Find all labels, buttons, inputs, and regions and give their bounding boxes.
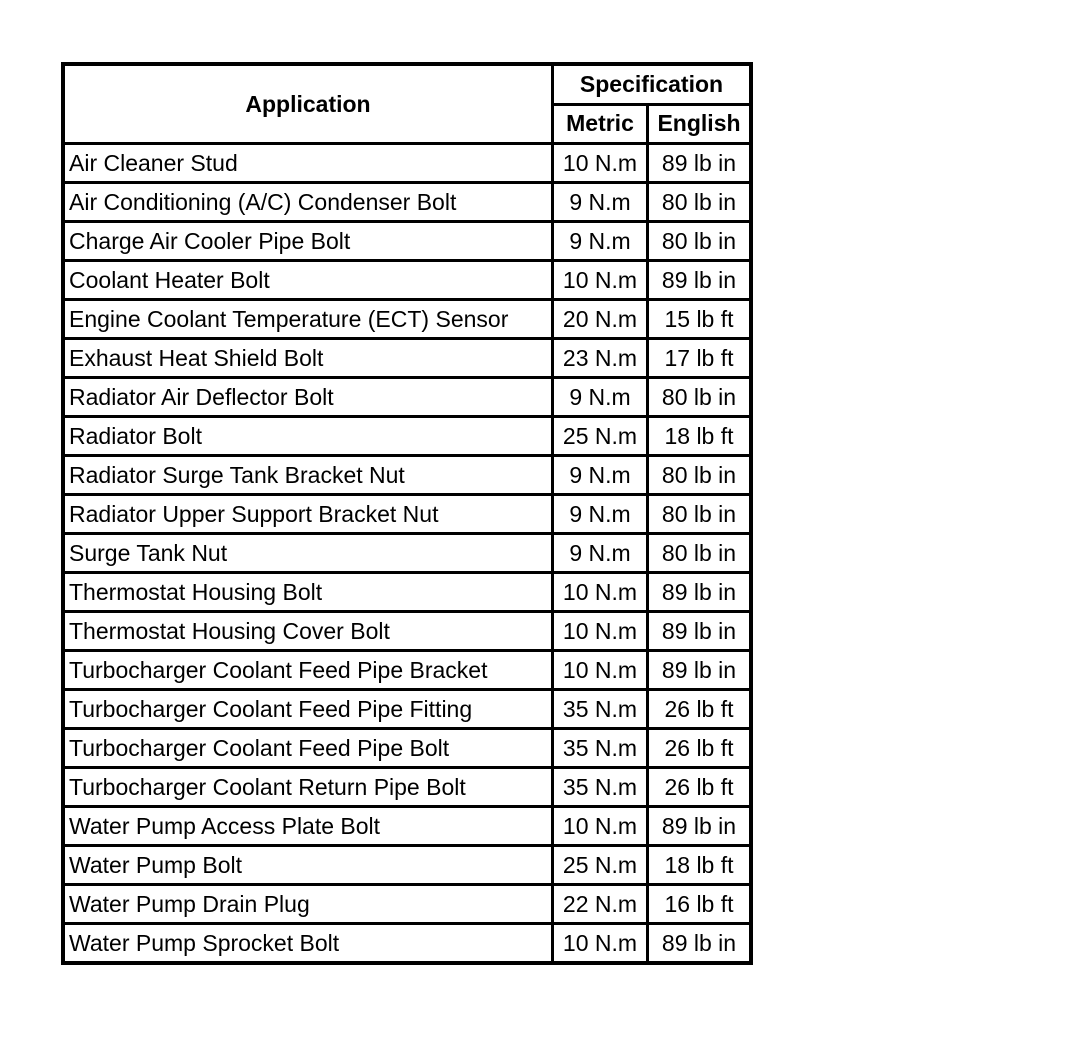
english-cell: 89 lb in [648,261,752,300]
metric-cell: 35 N.m [553,768,648,807]
metric-header: Metric [553,104,648,144]
application-cell: Charge Air Cooler Pipe Bolt [63,222,553,261]
application-cell: Turbocharger Coolant Feed Pipe Bracket [63,651,553,690]
table-row [63,846,751,885]
specification-header: Specification [553,64,752,104]
table-row [63,144,751,183]
table-row [63,417,751,456]
english-cell: 16 lb ft [648,885,752,924]
english-header: English [648,104,752,144]
english-cell: 80 lb in [648,456,752,495]
english-cell: 89 lb in [648,144,752,183]
application-cell: Radiator Bolt [63,417,553,456]
english-cell: 80 lb in [648,222,752,261]
application-cell: Engine Coolant Temperature (ECT) Sensor [63,300,553,339]
metric-cell: 23 N.m [553,339,648,378]
metric-cell: 9 N.m [553,183,648,222]
metric-cell: 25 N.m [553,417,648,456]
table-row [63,651,751,690]
metric-cell: 10 N.m [553,924,648,964]
metric-cell: 35 N.m [553,690,648,729]
metric-cell: 9 N.m [553,534,648,573]
application-cell: Turbocharger Coolant Feed Pipe Fitting [63,690,553,729]
application-cell: Air Cleaner Stud [63,144,553,183]
metric-cell: 10 N.m [553,573,648,612]
metric-cell: 20 N.m [553,300,648,339]
english-cell: 18 lb ft [648,846,752,885]
table-row [63,339,751,378]
table-row [63,534,751,573]
english-cell: 26 lb ft [648,729,752,768]
english-cell: 89 lb in [648,651,752,690]
english-cell: 80 lb in [648,378,752,417]
application-cell: Air Conditioning (A/C) Condenser Bolt [63,183,553,222]
metric-cell: 9 N.m [553,222,648,261]
application-cell: Water Pump Drain Plug [63,885,553,924]
application-cell: Thermostat Housing Bolt [63,573,553,612]
application-cell: Coolant Heater Bolt [63,261,553,300]
table-row [63,924,751,964]
metric-cell: 22 N.m [553,885,648,924]
metric-cell: 9 N.m [553,456,648,495]
english-cell: 89 lb in [648,807,752,846]
application-cell: Radiator Surge Tank Bracket Nut [63,456,553,495]
table-row [63,612,751,651]
application-cell: Radiator Upper Support Bracket Nut [63,495,553,534]
table-row [63,807,751,846]
application-cell: Exhaust Heat Shield Bolt [63,339,553,378]
metric-cell: 9 N.m [553,378,648,417]
application-cell: Radiator Air Deflector Bolt [63,378,553,417]
metric-cell: 25 N.m [553,846,648,885]
application-cell: Water Pump Sprocket Bolt [63,924,553,964]
english-cell: 80 lb in [648,495,752,534]
table-row [63,729,751,768]
application-cell: Turbocharger Coolant Feed Pipe Bolt [63,729,553,768]
torque-spec-table [61,62,753,965]
table-row [63,573,751,612]
metric-cell: 10 N.m [553,807,648,846]
table-row [63,300,751,339]
english-cell: 26 lb ft [648,690,752,729]
table-row [63,456,751,495]
metric-cell: 10 N.m [553,144,648,183]
table-row [63,690,751,729]
application-cell: Surge Tank Nut [63,534,553,573]
table-row [63,222,751,261]
english-cell: 89 lb in [648,924,752,964]
english-cell: 15 lb ft [648,300,752,339]
table-row [63,378,751,417]
english-cell: 89 lb in [648,612,752,651]
application-header: Application [63,64,553,144]
metric-cell: 9 N.m [553,495,648,534]
table-row [63,183,751,222]
english-cell: 26 lb ft [648,768,752,807]
application-cell: Thermostat Housing Cover Bolt [63,612,553,651]
english-cell: 89 lb in [648,573,752,612]
metric-cell: 10 N.m [553,651,648,690]
application-cell: Water Pump Bolt [63,846,553,885]
english-cell: 18 lb ft [648,417,752,456]
metric-cell: 10 N.m [553,612,648,651]
application-cell: Water Pump Access Plate Bolt [63,807,553,846]
english-cell: 80 lb in [648,534,752,573]
metric-cell: 10 N.m [553,261,648,300]
english-cell: 80 lb in [648,183,752,222]
table-row [63,495,751,534]
table-row [63,261,751,300]
table-row [63,768,751,807]
table-body [63,144,751,964]
table-header [63,64,751,144]
application-cell: Turbocharger Coolant Return Pipe Bolt [63,768,553,807]
table-row [63,885,751,924]
english-cell: 17 lb ft [648,339,752,378]
metric-cell: 35 N.m [553,729,648,768]
